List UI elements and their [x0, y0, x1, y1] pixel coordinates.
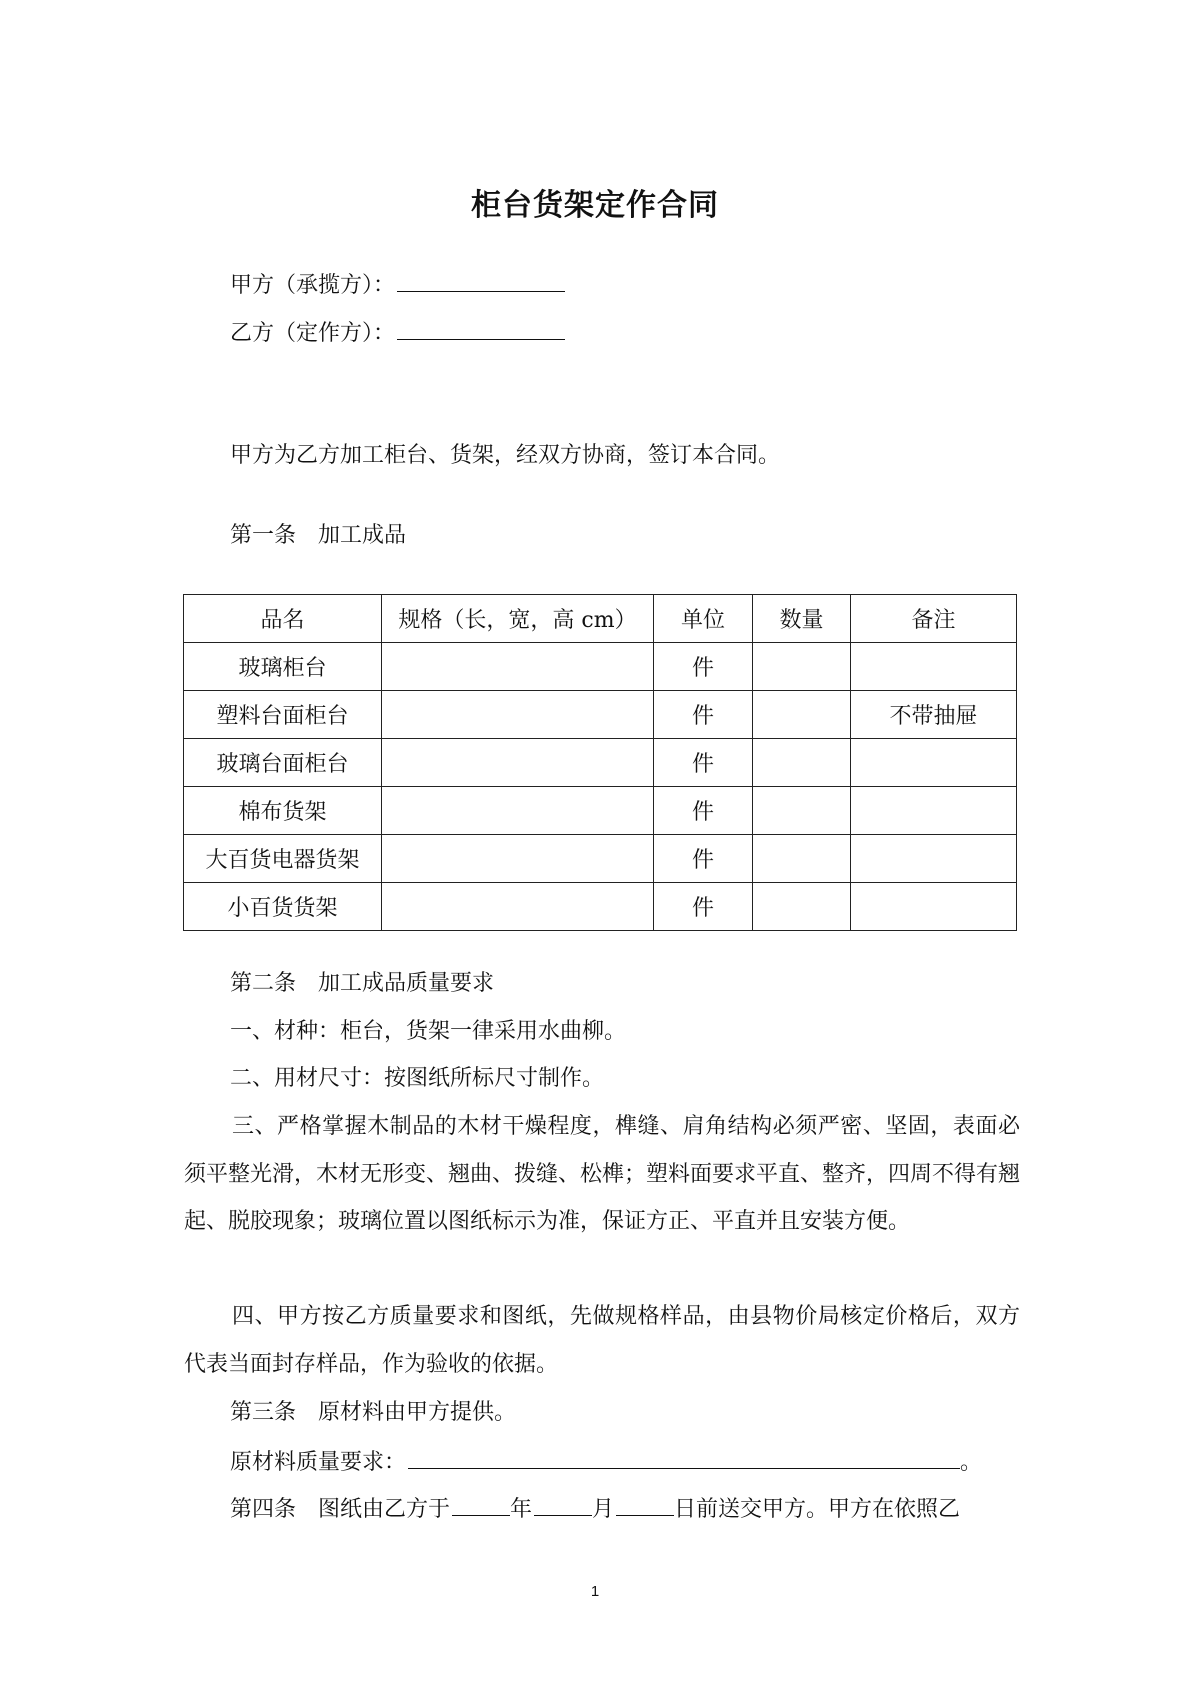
- cell-product-name: 大百货电器货架: [184, 835, 382, 883]
- item-2-text: 二、用材尺寸：按图纸所标尺寸制作。: [230, 1066, 605, 1091]
- cell-specification[interactable]: [382, 643, 654, 691]
- item-4-paragraph: 四、甲方按乙方质量要求和图纸，先做规格样品，由县物价局核定价格后，双方代表当面封存样品，作为验收的依据。: [184, 1304, 1020, 1377]
- cell-unit: 件: [654, 835, 753, 883]
- party-b-blank[interactable]: [397, 315, 565, 340]
- month-label: 月: [592, 1497, 615, 1522]
- year-blank[interactable]: [452, 1491, 510, 1516]
- material-quality-end: 。: [960, 1450, 983, 1475]
- material-quality-line: [230, 1444, 982, 1479]
- cell-specification[interactable]: [382, 739, 654, 787]
- item-3-paragraph: 三、严格掌握木制品的木材干燥程度，榫缝、肩角结构必须严密、坚固，表面必须平整光滑，木材无形变、翘曲、拨缝、松榫；塑料面要求平直、整齐，四周不得有翘起、脱胶现象；玻璃位置以图纸标示为准，保证方正、平直并且安装方便。: [184, 1114, 1021, 1234]
- material-quality-label: 原材料质量要求：: [230, 1450, 407, 1475]
- header-specification: 规格（长，宽，高 cm）: [382, 595, 654, 643]
- cell-remarks[interactable]: [851, 643, 1017, 691]
- article-4-prefix: 第四条 图纸由乙方于: [230, 1497, 451, 1522]
- party-b-line: [230, 315, 565, 350]
- cell-quantity[interactable]: [753, 835, 851, 883]
- party-a-label: 甲方（承揽方）：: [230, 273, 396, 298]
- cell-product-name: 玻璃台面柜台: [184, 739, 382, 787]
- article-4-line: [230, 1491, 960, 1526]
- cell-remarks[interactable]: [851, 739, 1017, 787]
- cell-specification[interactable]: [382, 835, 654, 883]
- article-3-heading: 第三条 原材料由甲方提供。: [230, 1400, 517, 1425]
- header-product-name: 品名: [184, 595, 382, 643]
- cell-remarks[interactable]: [851, 883, 1017, 931]
- page-number: 1: [590, 1583, 600, 1600]
- cell-remarks[interactable]: [851, 835, 1017, 883]
- cell-unit: 件: [654, 643, 753, 691]
- cell-quantity[interactable]: [753, 739, 851, 787]
- party-a-blank[interactable]: [397, 267, 565, 292]
- table-row: [184, 643, 1017, 691]
- cell-quantity[interactable]: [753, 691, 851, 739]
- header-quantity: 数量: [753, 595, 851, 643]
- header-unit: 单位: [654, 595, 753, 643]
- cell-quantity[interactable]: [753, 883, 851, 931]
- cell-unit: 件: [654, 787, 753, 835]
- article-1-heading: 第一条 加工成品: [230, 523, 407, 548]
- cell-product-name: 塑料台面柜台: [184, 691, 382, 739]
- table-row: [184, 883, 1017, 931]
- cell-product-name: 棉布货架: [184, 787, 382, 835]
- cell-specification[interactable]: [382, 691, 654, 739]
- table-row: [184, 739, 1017, 787]
- party-a-line: [230, 267, 565, 302]
- cell-unit: 件: [654, 739, 753, 787]
- table-row: [184, 835, 1017, 883]
- products-table: [183, 594, 1017, 931]
- cell-quantity[interactable]: [753, 643, 851, 691]
- cell-unit: 件: [654, 883, 753, 931]
- header-remarks: 备注: [851, 595, 1017, 643]
- item-1-text: 一、材种：柜台，货架一律采用水曲柳。: [230, 1019, 627, 1044]
- cell-specification[interactable]: [382, 883, 654, 931]
- table-row: [184, 787, 1017, 835]
- party-b-label: 乙方（定作方）：: [230, 321, 396, 346]
- cell-specification[interactable]: [382, 787, 654, 835]
- table-row: [184, 691, 1017, 739]
- material-quality-blank[interactable]: [408, 1444, 960, 1469]
- article-2-heading: 第二条 加工成品质量要求: [230, 971, 495, 996]
- year-label: 年: [510, 1497, 533, 1522]
- cell-unit: 件: [654, 691, 753, 739]
- article-4-suffix: 日前送交甲方。甲方在依照乙: [674, 1497, 961, 1522]
- cell-remarks[interactable]: 不带抽屉: [851, 691, 1017, 739]
- cell-product-name: 玻璃柜台: [184, 643, 382, 691]
- table-header-row: [184, 595, 1017, 643]
- cell-quantity[interactable]: [753, 787, 851, 835]
- day-blank[interactable]: [616, 1491, 674, 1516]
- cell-product-name: 小百货货架: [184, 883, 382, 931]
- month-blank[interactable]: [534, 1491, 592, 1516]
- document-title: 柜台货架定作合同: [471, 188, 719, 223]
- intro-text: 甲方为乙方加工柜台、货架，经双方协商，签订本合同。: [230, 443, 781, 468]
- cell-remarks[interactable]: [851, 787, 1017, 835]
